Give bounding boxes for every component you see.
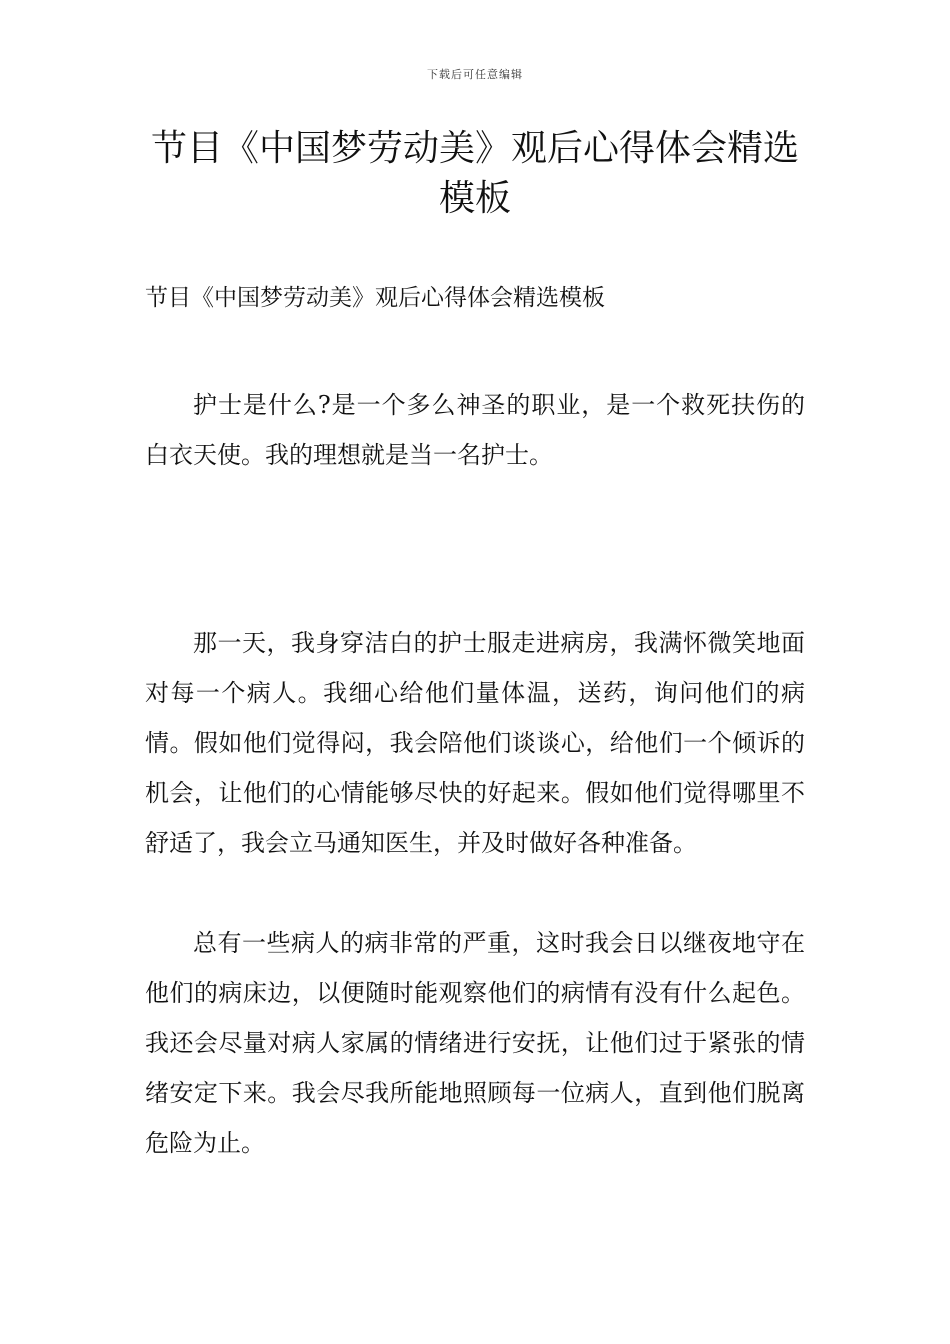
header-note: 下载后可任意编辑 — [427, 68, 523, 81]
paragraph: 护士是什么?是一个多么神圣的职业，是一个救死扶伤的白衣天使。我的理想就是当一名护士。 — [145, 391, 805, 469]
paragraph: 总有一些病人的病非常的严重，这时我会日以继夜地守在他们的病床边，以便随时能观察他们的病情有没有什么起色。我还会尽量对病人家属的情绪进行安抚，让他们过于紧张的情绪安定下来。我会尽我所能地照顾每一位病人，直到他们脱离危险为止。 — [145, 929, 805, 1157]
document-body — [145, 278, 805, 1168]
document-title: 节目《中国梦劳动美》观后心得体会精选模板 — [150, 128, 799, 219]
paragraph: 那一天，我身穿洁白的护士服走进病房，我满怀微笑地面对每一个病人。我细心给他们量体温，送药，询问他们的病情。假如他们觉得闷，我会陪他们谈谈心，给他们一个倾诉的机会，让他们的心情能够尽快的好起来。假如他们觉得哪里不舒适了，我会立马通知医生，并及时做好各种准备。 — [145, 629, 805, 857]
document-subtitle: 节目《中国梦劳动美》观后心得体会精选模板 — [145, 285, 605, 311]
